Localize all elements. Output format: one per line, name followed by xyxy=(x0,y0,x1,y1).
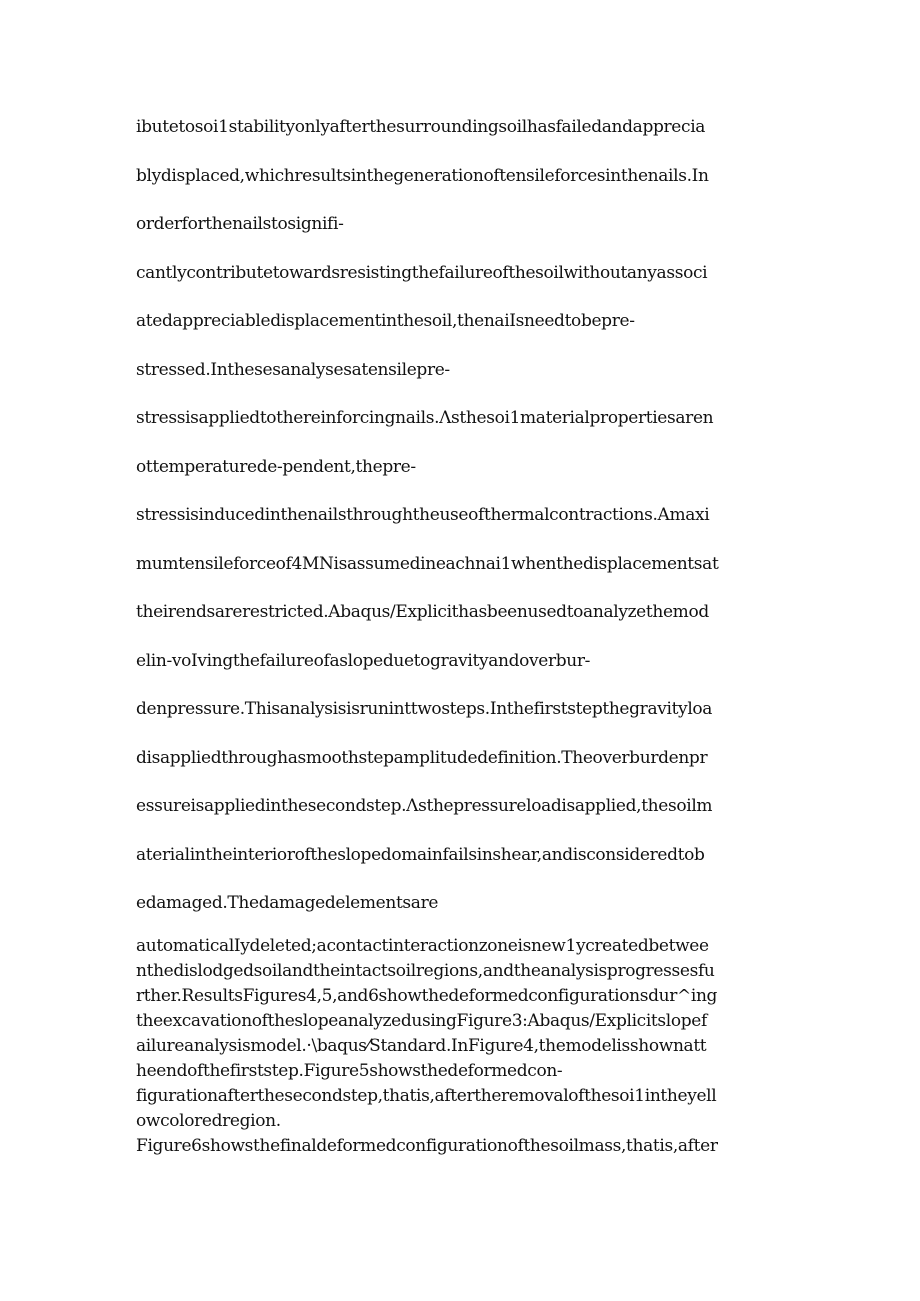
double-spaced-paragraph xyxy=(136,113,786,938)
text-line: aterialintheinterioroftheslopedomainfailsinshear,andisconsideredtob xyxy=(136,844,705,865)
text-line: ibutetosoi1stabilityonlyafterthesurroundingsoilhasfailedandapprecia xyxy=(136,117,706,137)
text-line: theirendsarerestricted.Abaqus/Explicithasbeenusedtoanalyzethemod xyxy=(136,602,709,622)
text-line: stressed.Inthesesanalysesatensilepre- xyxy=(136,359,450,380)
text-line: rther.ResultsFigures4,5,and6showthedeformedconfigurationsdur^ing xyxy=(136,986,718,1006)
text-line: stressisinducedinthenailsthroughtheuseofthermalcontractions.Amaxi xyxy=(136,505,710,525)
text-line: cantlycontributetowardsresistingthefailureofthesoilwithoutanyassoci xyxy=(136,262,708,283)
text-line: orderforthenailstosignifi- xyxy=(136,214,344,234)
text-line: stressisappliedtothereinforcingnails.Λsthesoi1materialpropertiesaren xyxy=(136,408,714,428)
text-line: figurationafterthesecondstep,thatis,aftertheremovalofthesoi1intheyell xyxy=(136,1086,717,1106)
text-line: essureisappliedinthesecondstep.Λsthepressureloadisapplied,thesoilm xyxy=(136,796,713,816)
text-line: nthedislodgedsoilandtheintactsoilregions,andtheanalysisprogressesfu xyxy=(136,961,715,981)
text-line: automaticalIydeleted;acontactinteractionzoneisnew1ycreatedbetwee xyxy=(136,936,709,956)
text-line: blydisplaced,whichresultsinthegenerationoftensileforcesinthenails.In xyxy=(136,165,709,186)
text-line: atedappreciabledisplacementinthesoil,thenaiIsneedtobepre- xyxy=(136,311,635,331)
text-line: mumtensileforceof4MNisassumedineachnai1whenthedisplacementsat xyxy=(136,553,719,574)
single-spaced-paragraph xyxy=(136,934,786,1159)
text-line: elin-voIvingthefailureofaslopeduetogravityandoverbur- xyxy=(136,650,591,671)
text-line: heendofthefirststep.Figure5showsthedeformedcon- xyxy=(136,1061,563,1081)
text-line: ailureanalysismodel.·\baqus⁄Standard.InFigure4,themodelisshownatt xyxy=(136,1036,707,1056)
text-line: edamaged.Thedamagedelementsare xyxy=(136,893,439,913)
text-line: Figure6showsthefinaldeformedconfigurationofthesoilmass,thatis,after xyxy=(136,1136,718,1156)
text-line: owcoloredregion. xyxy=(136,1111,281,1131)
text-line: theexcavationoftheslopeanalyzedusingFigure3:Abaqus/Explicitslopef xyxy=(136,1011,707,1031)
text-line: denpressure.Thisanalysisisruninttwosteps.Inthefirststepthegravityloa xyxy=(136,699,713,719)
text-line: ottemperaturede-pendent,thepre- xyxy=(136,456,416,477)
text-line: disappliedthroughasmoothstepamplitudedefinition.Theoverburdenpr xyxy=(136,747,708,768)
